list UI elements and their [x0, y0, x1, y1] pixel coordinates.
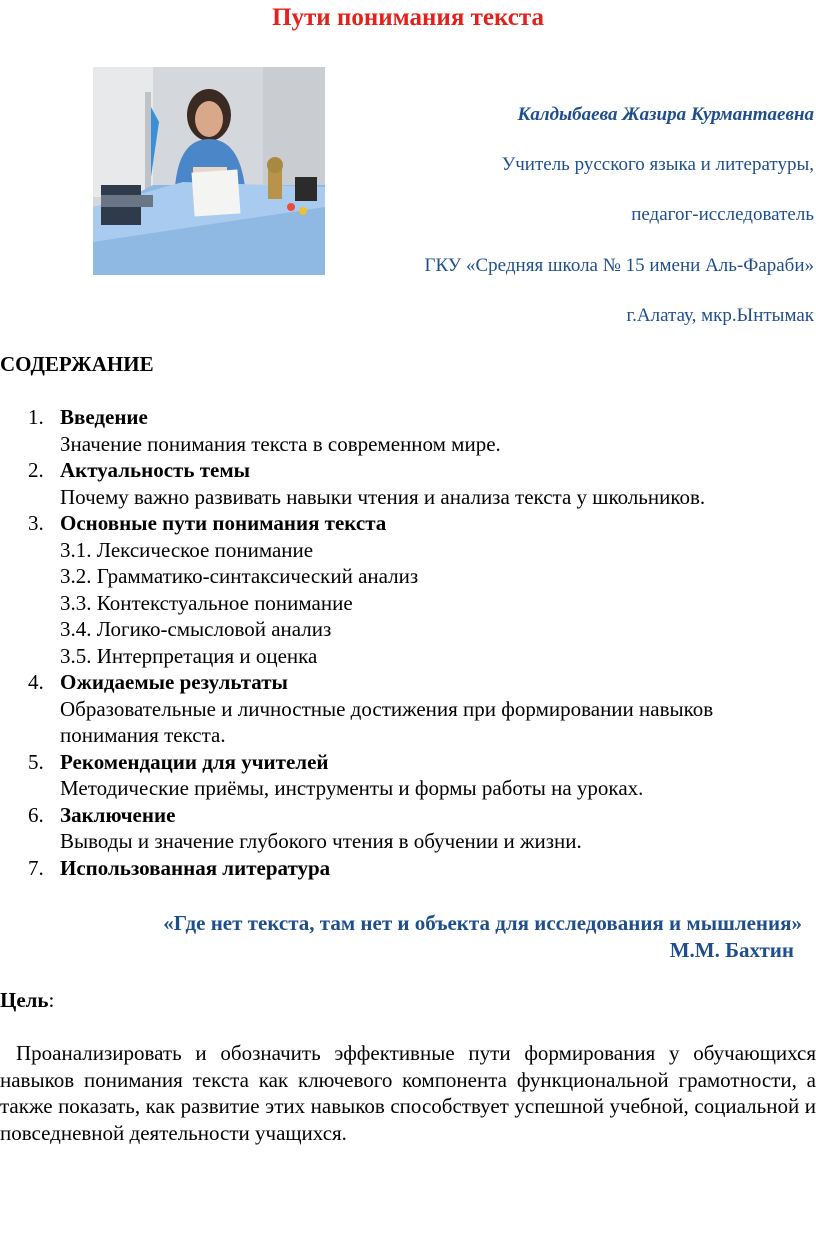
- toc-description: Образовательные и личностные достижения при формировании навыков понимания текста.: [60, 696, 714, 747]
- toc-title: Введение: [60, 405, 148, 429]
- toc-description: Выводы и значение глубокого чтения в обучении и жизни.: [60, 829, 582, 853]
- toc-item-introduction: [0, 404, 816, 457]
- toc-description: Значение понимания текста в современном мире.: [60, 431, 501, 456]
- toc-description: Методические приёмы, инструменты и формы работы на уроках.: [60, 776, 644, 800]
- toc-title: Ожидаемые результаты: [60, 670, 288, 694]
- goal-label-colon: :: [48, 988, 55, 1012]
- toc-number: 3.: [28, 511, 44, 535]
- author-photo: [93, 67, 325, 275]
- goal-text: Проанализировать и обозначить эффективные пути формирования у обучающихся навыков понимания текста как ключевого компонента функциональной грамотности, а также показать, как развитие этих навыков способствует успешной учебной, социальной и повседневной деятельности учащихся.: [0, 1041, 816, 1145]
- toc-item-recommendations: [0, 749, 816, 802]
- toc-title: Актуальность темы: [60, 458, 251, 482]
- toc-item-results: [0, 669, 816, 749]
- toc-number: 4.: [28, 670, 44, 694]
- toc-item-conclusion: [0, 802, 816, 855]
- author-position: Учитель русского языка и литературы,: [501, 154, 814, 175]
- author-city: г.Алатау, мкр.Ынтымак: [626, 305, 814, 326]
- toc-number: 7.: [28, 855, 44, 880]
- toc-number: 6.: [28, 802, 44, 827]
- toc-subitem: 3.5. Интерпретация и оценка: [60, 643, 318, 668]
- toc-title: Основные пути понимания текста: [60, 511, 387, 535]
- toc-item-relevance: [0, 457, 816, 510]
- goal-label-text: Цель: [0, 988, 49, 1012]
- toc-number: 1.: [28, 405, 44, 429]
- toc-title: Использованная литература: [60, 855, 331, 880]
- author-photo-illustration: [93, 67, 325, 275]
- quote-author: М.М. Бахтин: [669, 938, 794, 962]
- author-name: Калдыбаева Жазира Курмантаевна: [517, 104, 814, 125]
- author-position-2: педагог-исследователь: [631, 204, 814, 225]
- toc-item-references: [0, 855, 816, 882]
- epigraph-quote: [163, 910, 802, 964]
- contents-heading: СОДЕРЖАНИЕ: [0, 352, 154, 376]
- toc-number: 5.: [28, 749, 44, 774]
- page-title: Пути понимания текста: [272, 4, 544, 31]
- quote-text: «Где нет текста, там нет и объекта для исследования и мышления»: [163, 911, 802, 935]
- toc-subitem: 3.3. Контекстуальное понимание: [60, 590, 353, 615]
- toc-title: Заключение: [60, 802, 176, 827]
- author-school: ГКУ «Средняя школа № 15 имени Аль-Фараби»: [424, 255, 814, 276]
- toc-title: Рекомендации для учителей: [60, 749, 329, 774]
- toc-subitem: 3.4. Логико-смысловой анализ: [60, 617, 332, 641]
- toc-description: Почему важно развивать навыки чтения и анализа текста у школьников.: [60, 484, 706, 509]
- toc-number: 2.: [28, 458, 44, 482]
- toc-item-main-ways: [0, 510, 816, 669]
- toc-subitem: 3.1. Лексическое понимание: [60, 537, 314, 562]
- goal-label: [0, 988, 54, 1013]
- toc-subitem: 3.2. Грамматико-синтаксический анализ: [60, 564, 419, 588]
- table-of-contents: [0, 404, 816, 881]
